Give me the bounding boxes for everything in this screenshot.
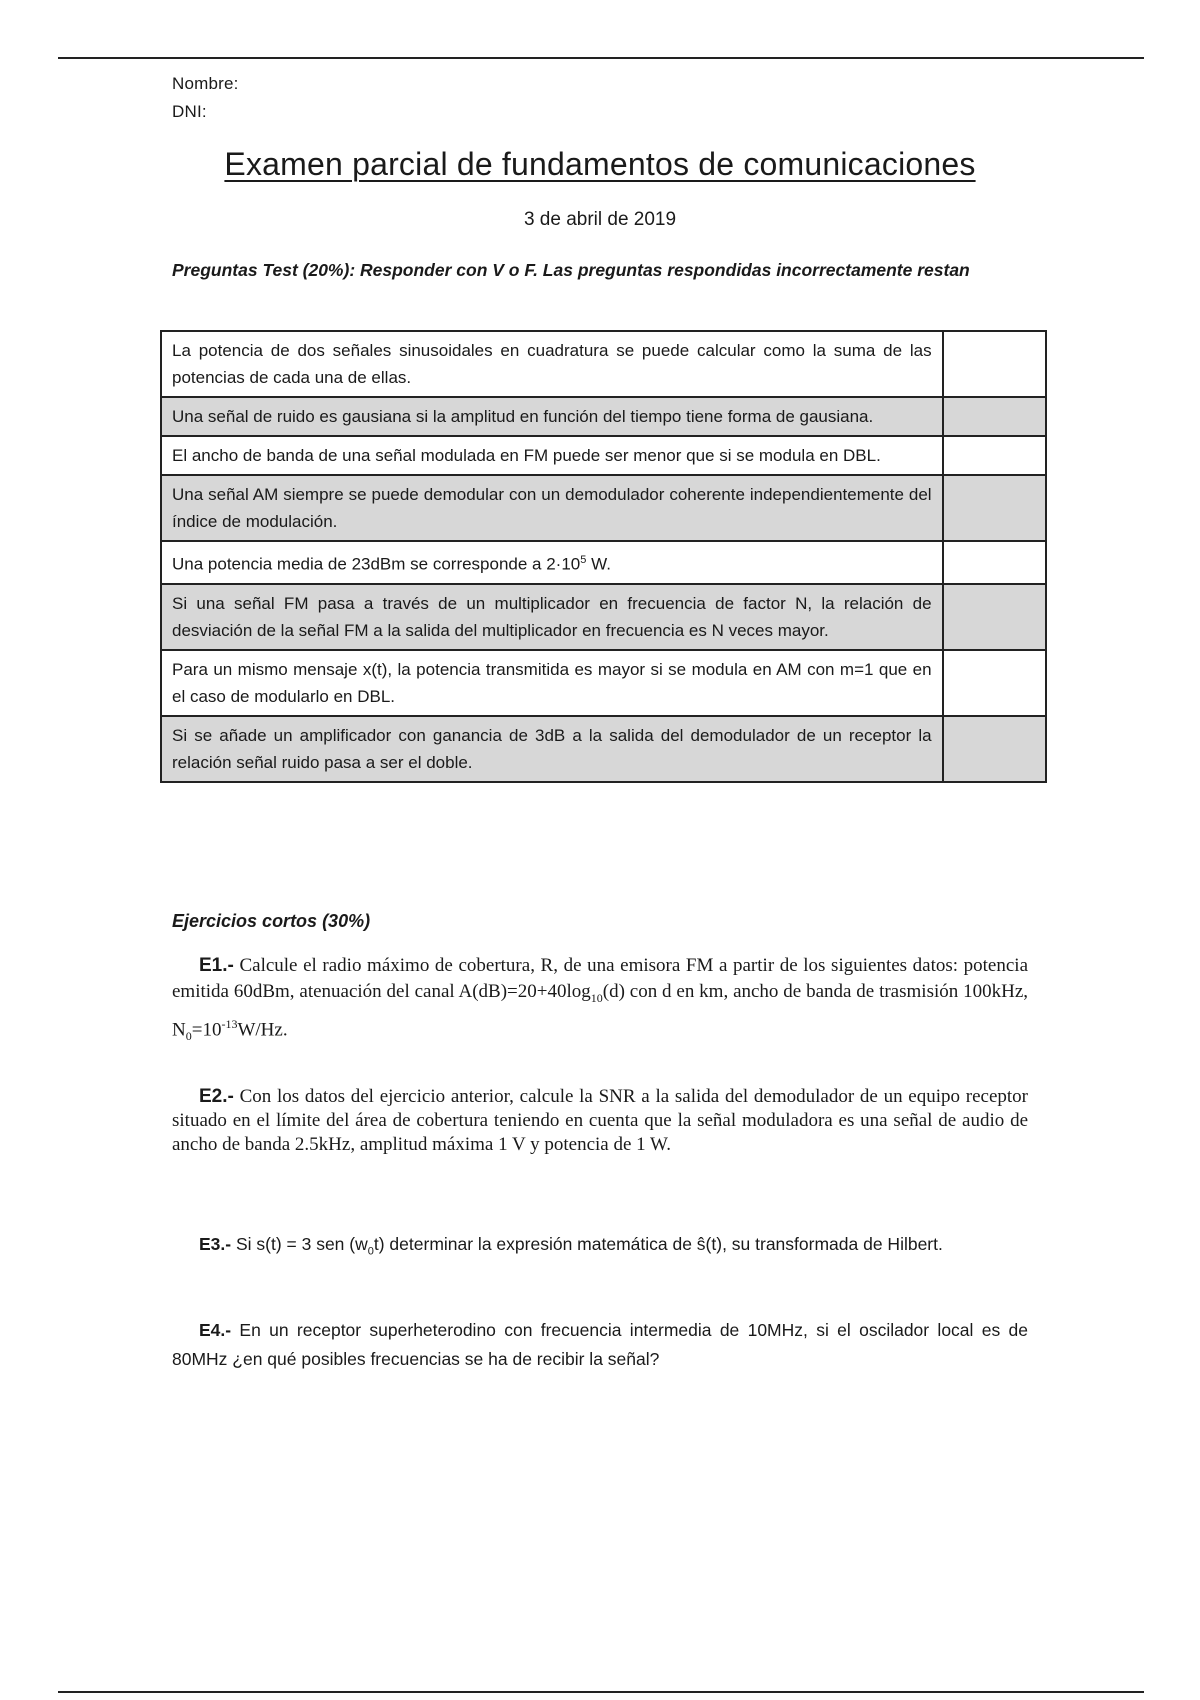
exercise-text: Calcule el radio máximo de cobertura, R, de una emisora FM a partir de los siguientes datos: potencia emitida 60dBm, atenuación del canal A(dB)=20+40log xyxy=(172,955,1028,1002)
exercise-text: En un receptor superheterodino con frecuencia intermedia de 10MHz, si el oscilador local es de 80MHz ¿en qué posibles frecuencias se ha de recibir la señal? xyxy=(172,1320,1028,1369)
answer-cell[interactable] xyxy=(943,331,1046,397)
exam-date: 3 de abril de 2019 xyxy=(523,209,677,230)
bottom-rule xyxy=(58,1691,1144,1693)
top-rule xyxy=(58,57,1144,59)
question-text: El ancho de banda de una señal modulada en FM puede ser menor que si se modula en DBL. xyxy=(161,436,943,475)
nombre-label: Nombre: xyxy=(172,74,239,93)
exercise-tag: E4.- xyxy=(199,1320,232,1340)
exponent: -13 xyxy=(221,1016,238,1031)
exercise-e4 xyxy=(172,1316,1028,1374)
exercise-e2 xyxy=(172,1085,1028,1157)
exercise-text: =10 xyxy=(191,1019,222,1041)
exercise-text: W/Hz. xyxy=(237,1019,288,1041)
true-false-table xyxy=(160,330,1047,783)
table-row xyxy=(161,331,1046,397)
answer-cell[interactable] xyxy=(943,475,1046,541)
exercise-tag: E1.- xyxy=(199,955,234,976)
exercise-text: Con los datos del ejercicio anterior, calcule la SNR a la salida del demodulador de un equipo receptor situado en el límite del área de cobertura teniendo en cuenta que la señal moduladora es una señal de audio de ancho de banda 2.5kHz, amplitud máxima 1 V y potencia de 1 W. xyxy=(172,1086,1028,1155)
question-text: Una señal de ruido es gausiana si la amplitud en función del tiempo tiene forma de gausiana. xyxy=(161,397,943,436)
test-heading: Preguntas Test (20%): Responder con V o F. Las preguntas respondidas incorrectamente restan xyxy=(172,260,970,280)
question-text: Una señal AM siempre se puede demodular con un demodulador coherente independientemente del índice de modulación. xyxy=(161,475,943,541)
table-row xyxy=(161,716,1046,782)
answer-cell[interactable] xyxy=(943,716,1046,782)
answer-cell[interactable] xyxy=(943,584,1046,650)
subscript: 0 xyxy=(185,1028,192,1043)
question-text: Si se añade un amplificador con ganancia de 3dB a la salida del demodulador de un receptor la relación señal ruido pasa a ser el doble. xyxy=(161,716,943,782)
table-row xyxy=(161,584,1046,650)
exercise-text: (d) con d en km, ancho de banda de trasmisión 100kHz, N xyxy=(172,981,1028,1041)
dni-label: DNI: xyxy=(172,102,207,121)
table-row xyxy=(161,436,1046,475)
answer-cell[interactable] xyxy=(943,436,1046,475)
question-text-part: Una potencia media de 23dBm se corresponde a 2·10 xyxy=(172,554,581,574)
exercise-e1 xyxy=(172,953,1028,1049)
question-text: Para un mismo mensaje x(t), la potencia transmitida es mayor si se modula en AM con m=1 que en el caso de modularlo en DBL. xyxy=(161,650,943,716)
question-text xyxy=(161,541,943,584)
exercise-e3 xyxy=(172,1230,1028,1267)
answer-cell[interactable] xyxy=(943,650,1046,716)
answer-cell[interactable] xyxy=(943,541,1046,584)
table-row xyxy=(161,541,1046,584)
answer-cell[interactable] xyxy=(943,397,1046,436)
table-row xyxy=(161,397,1046,436)
subscript: 10 xyxy=(590,990,603,1005)
exam-title: Examen parcial de fundamentos de comunicaciones xyxy=(224,146,976,182)
question-text: Si una señal FM pasa a través de un multiplicador en frecuencia de factor N, la relación de desviación de la señal FM a la salida del multiplicador en frecuencia es N veces mayor. xyxy=(161,584,943,650)
exponent: 5 xyxy=(580,554,587,566)
table-row xyxy=(161,475,1046,541)
exercise-tag: E2.- xyxy=(199,1086,234,1107)
short-exercises-heading: Ejercicios cortos (30%) xyxy=(172,911,371,931)
question-text-part: W. xyxy=(586,554,611,574)
table-row xyxy=(161,650,1046,716)
exercise-text: Si s(t) = 3 sen (w xyxy=(231,1234,368,1254)
exercise-tag: E3.- xyxy=(199,1234,232,1254)
exercise-text: t) determinar la expresión matemática de ŝ(t), su transformada de Hilbert. xyxy=(373,1234,943,1254)
subscript: 0 xyxy=(367,1245,374,1258)
question-text: La potencia de dos señales sinusoidales en cuadratura se puede calcular como la suma de las potencias de cada una de ellas. xyxy=(161,331,943,397)
